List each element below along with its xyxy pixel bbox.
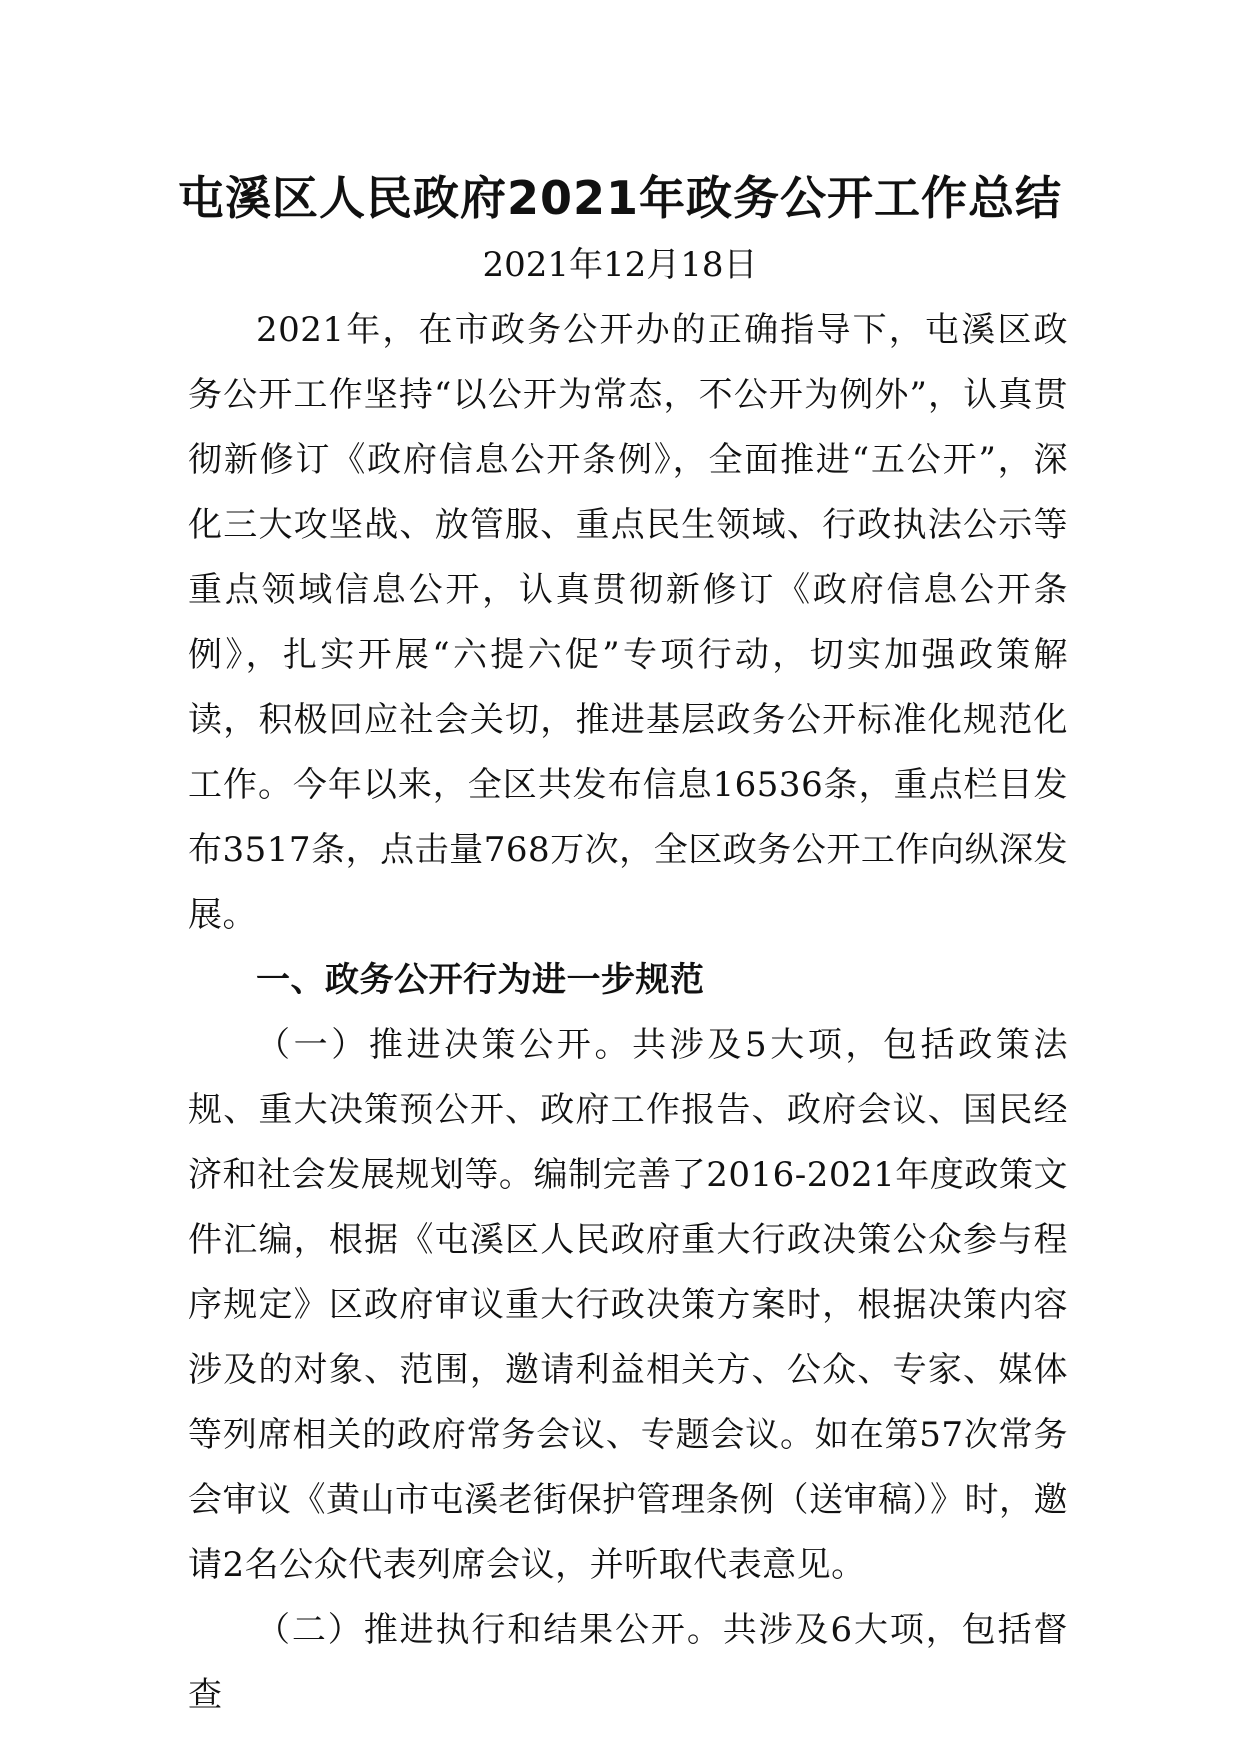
subsection-paragraph-2: （二）推进执行和结果公开。共涉及6大项，包括督查 xyxy=(188,1610,1068,1715)
document-date: 2021年12月18日 xyxy=(482,245,758,285)
section-heading: 一、政务公开行为进一步规范 xyxy=(256,960,705,1000)
document-body xyxy=(188,298,1068,1728)
intro-paragraph: 2021年，在市政务公开办的正确指导下，屯溪区政务公开工作坚持“以公开为常态，不公开为例外”，认真贯彻新修订《政府信息公开条例》，全面推进“五公开”，深化三大攻坚战、放管服、重点民生领域、行政执法公示等重点领域信息公开，认真贯彻新修订《政府信息公开条例》，扎实开展“六提六促”专项行动，切实加强政策解读，积极回应社会关切，推进基层政务公开标准化规范化工作。今年以来，全区共发布信息16536条，重点栏目发布3517条，点击量768万次，全区政务公开工作向纵深发展。 xyxy=(188,310,1068,935)
document-title: 屯溪区人民政府2021年政务公开工作总结 xyxy=(177,171,1063,225)
subsection-paragraph-1: （一）推进决策公开。共涉及5大项，包括政策法规、重大决策预公开、政府工作报告、政府会议、国民经济和社会发展规划等。编制完善了2016-2021年度政策文件汇编，根据《屯溪区人民政府重大行政决策公众参与程序规定》区政府审议重大行政决策方案时，根据决策内容涉及的对象、范围，邀请利益相关方、公众、专家、媒体等列席相关的政府常务会议、专题会议。如在第57次常务会审议《黄山市屯溪老街保护管理条例（送审稿）》时，邀请2名公众代表列席会议，并听取代表意见。 xyxy=(188,1025,1068,1585)
